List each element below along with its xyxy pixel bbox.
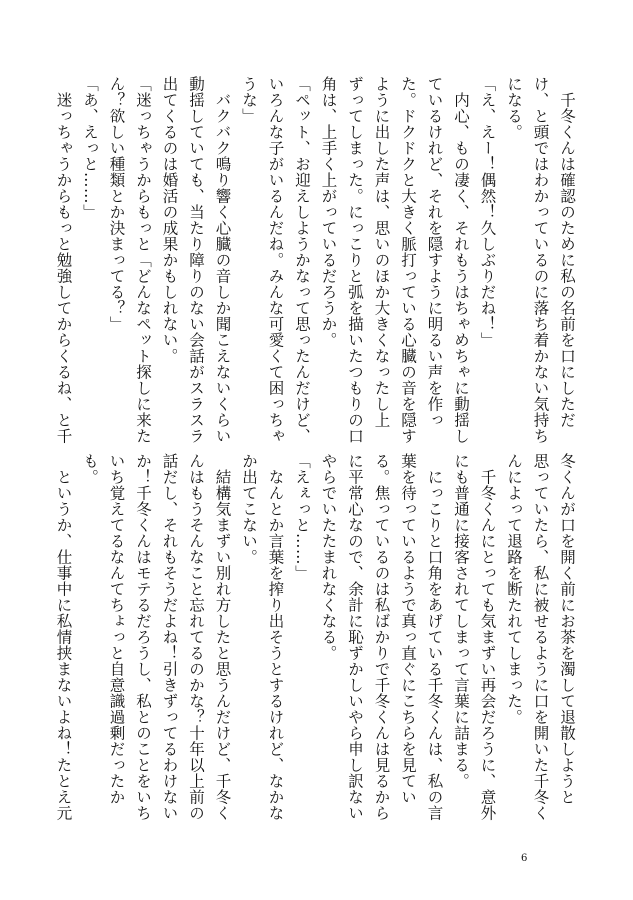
text-line: いち覚えてるなんてちょっと自意識過剰だったか <box>107 453 126 805</box>
text-line: か出てこない。 <box>240 453 258 565</box>
text-line: にも普通に接客されてしまって言葉に詰まる。 <box>452 453 470 789</box>
text-line: 話だし、それもそうだよね！引きずってるわけない <box>160 453 179 821</box>
text-line: やらでいたたまれなくなる。 <box>319 453 338 661</box>
text-line: け、と頭ではわかっているのに落ち着かない気持ち <box>531 76 550 444</box>
text-line: ているけれど、それを隠すように明るい声を作っ <box>425 76 444 428</box>
text-line: 動揺していても、当たり障りのない会話がスラスラ <box>187 76 205 444</box>
page-number: 6 <box>521 853 528 864</box>
text-line: 千冬くんは確認のために私の名前を口にしただ <box>558 76 576 428</box>
text-line: 迷っちゃうからもっと勉強してからくるね、と千 <box>54 76 73 444</box>
text-line: か！千冬くんはモテるだろうし、私とのことをいち <box>134 453 152 821</box>
lower-text-block <box>54 453 580 825</box>
text-line: 「ペット、お迎えしようかなって思ったんだけど、 <box>293 76 311 444</box>
upper-text-block <box>54 76 580 444</box>
text-line: なんとか言葉を搾り出そうとするけれど、なかな <box>266 453 285 821</box>
text-line: んによって退路を断たれてしまった。 <box>505 453 523 725</box>
text-line: んはもうそんなこと忘れてるのかな？十年以上前の <box>187 453 205 821</box>
text-line: 「迷っちゃうからもっと「どんなペット探しに来た <box>134 76 152 444</box>
text-line: 「あ、えっと……」 <box>81 76 99 220</box>
text-line: にっこりと口角をあげている千冬くんは、私の言 <box>425 453 444 821</box>
text-line: 「え、えー！偶然！久しぶりだね！」 <box>478 76 497 348</box>
text-line: る。焦っているのは私ばかりで千冬くんは見るから <box>372 453 391 821</box>
text-line: 結構気まずい別れ方したと思うんだけど、千冬く <box>213 453 232 821</box>
text-line: というか、仕事中に私情挟まないよね！たとえ元 <box>54 453 73 821</box>
text-line: バクバク鳴り響く心臓の音しか聞こえないくらい <box>213 76 232 444</box>
text-line: 角は、上手く上がっているだろうか。 <box>319 76 338 348</box>
text-line: ように出した声は、思いのほか大きくなったし上 <box>372 76 391 428</box>
text-line: 「えぇっと……」 <box>293 453 311 581</box>
text-line: 内心、もの凄く、それもうはちゃめちゃに動揺し <box>452 76 470 444</box>
text-line: た。ドクドクと大きく脈打っている心臓の音を隠す <box>399 76 417 444</box>
text-line: 葉を待っているようで真っ直ぐにこちらを見てい <box>399 453 417 805</box>
text-line: ん？欲しい種類とか決まってる？」 <box>107 76 126 332</box>
text-line: も。 <box>81 453 99 485</box>
text-line: いろんな子がいるんだね。みんな可愛くて困っちゃ <box>266 76 285 444</box>
text-line: 思っていたら、私に被せるように口を開いた千冬く <box>531 453 550 821</box>
text-line: うな」 <box>240 76 258 124</box>
text-line: 冬くんが口を開く前にお茶を濁して退散しようと <box>558 453 576 805</box>
text-line: になる。 <box>505 76 523 140</box>
text-line: ずってしまった。にっこりと弧を描いたつもりの口 <box>346 76 364 444</box>
text-line: に平常心なので、余計に恥ずかしいやら申し訳ない <box>346 453 364 821</box>
text-line: 千冬くんにとっても気まずい再会だろうに、意外 <box>478 453 497 821</box>
text-line: 出てくるのは婚活の成果かもしれない。 <box>160 76 179 364</box>
